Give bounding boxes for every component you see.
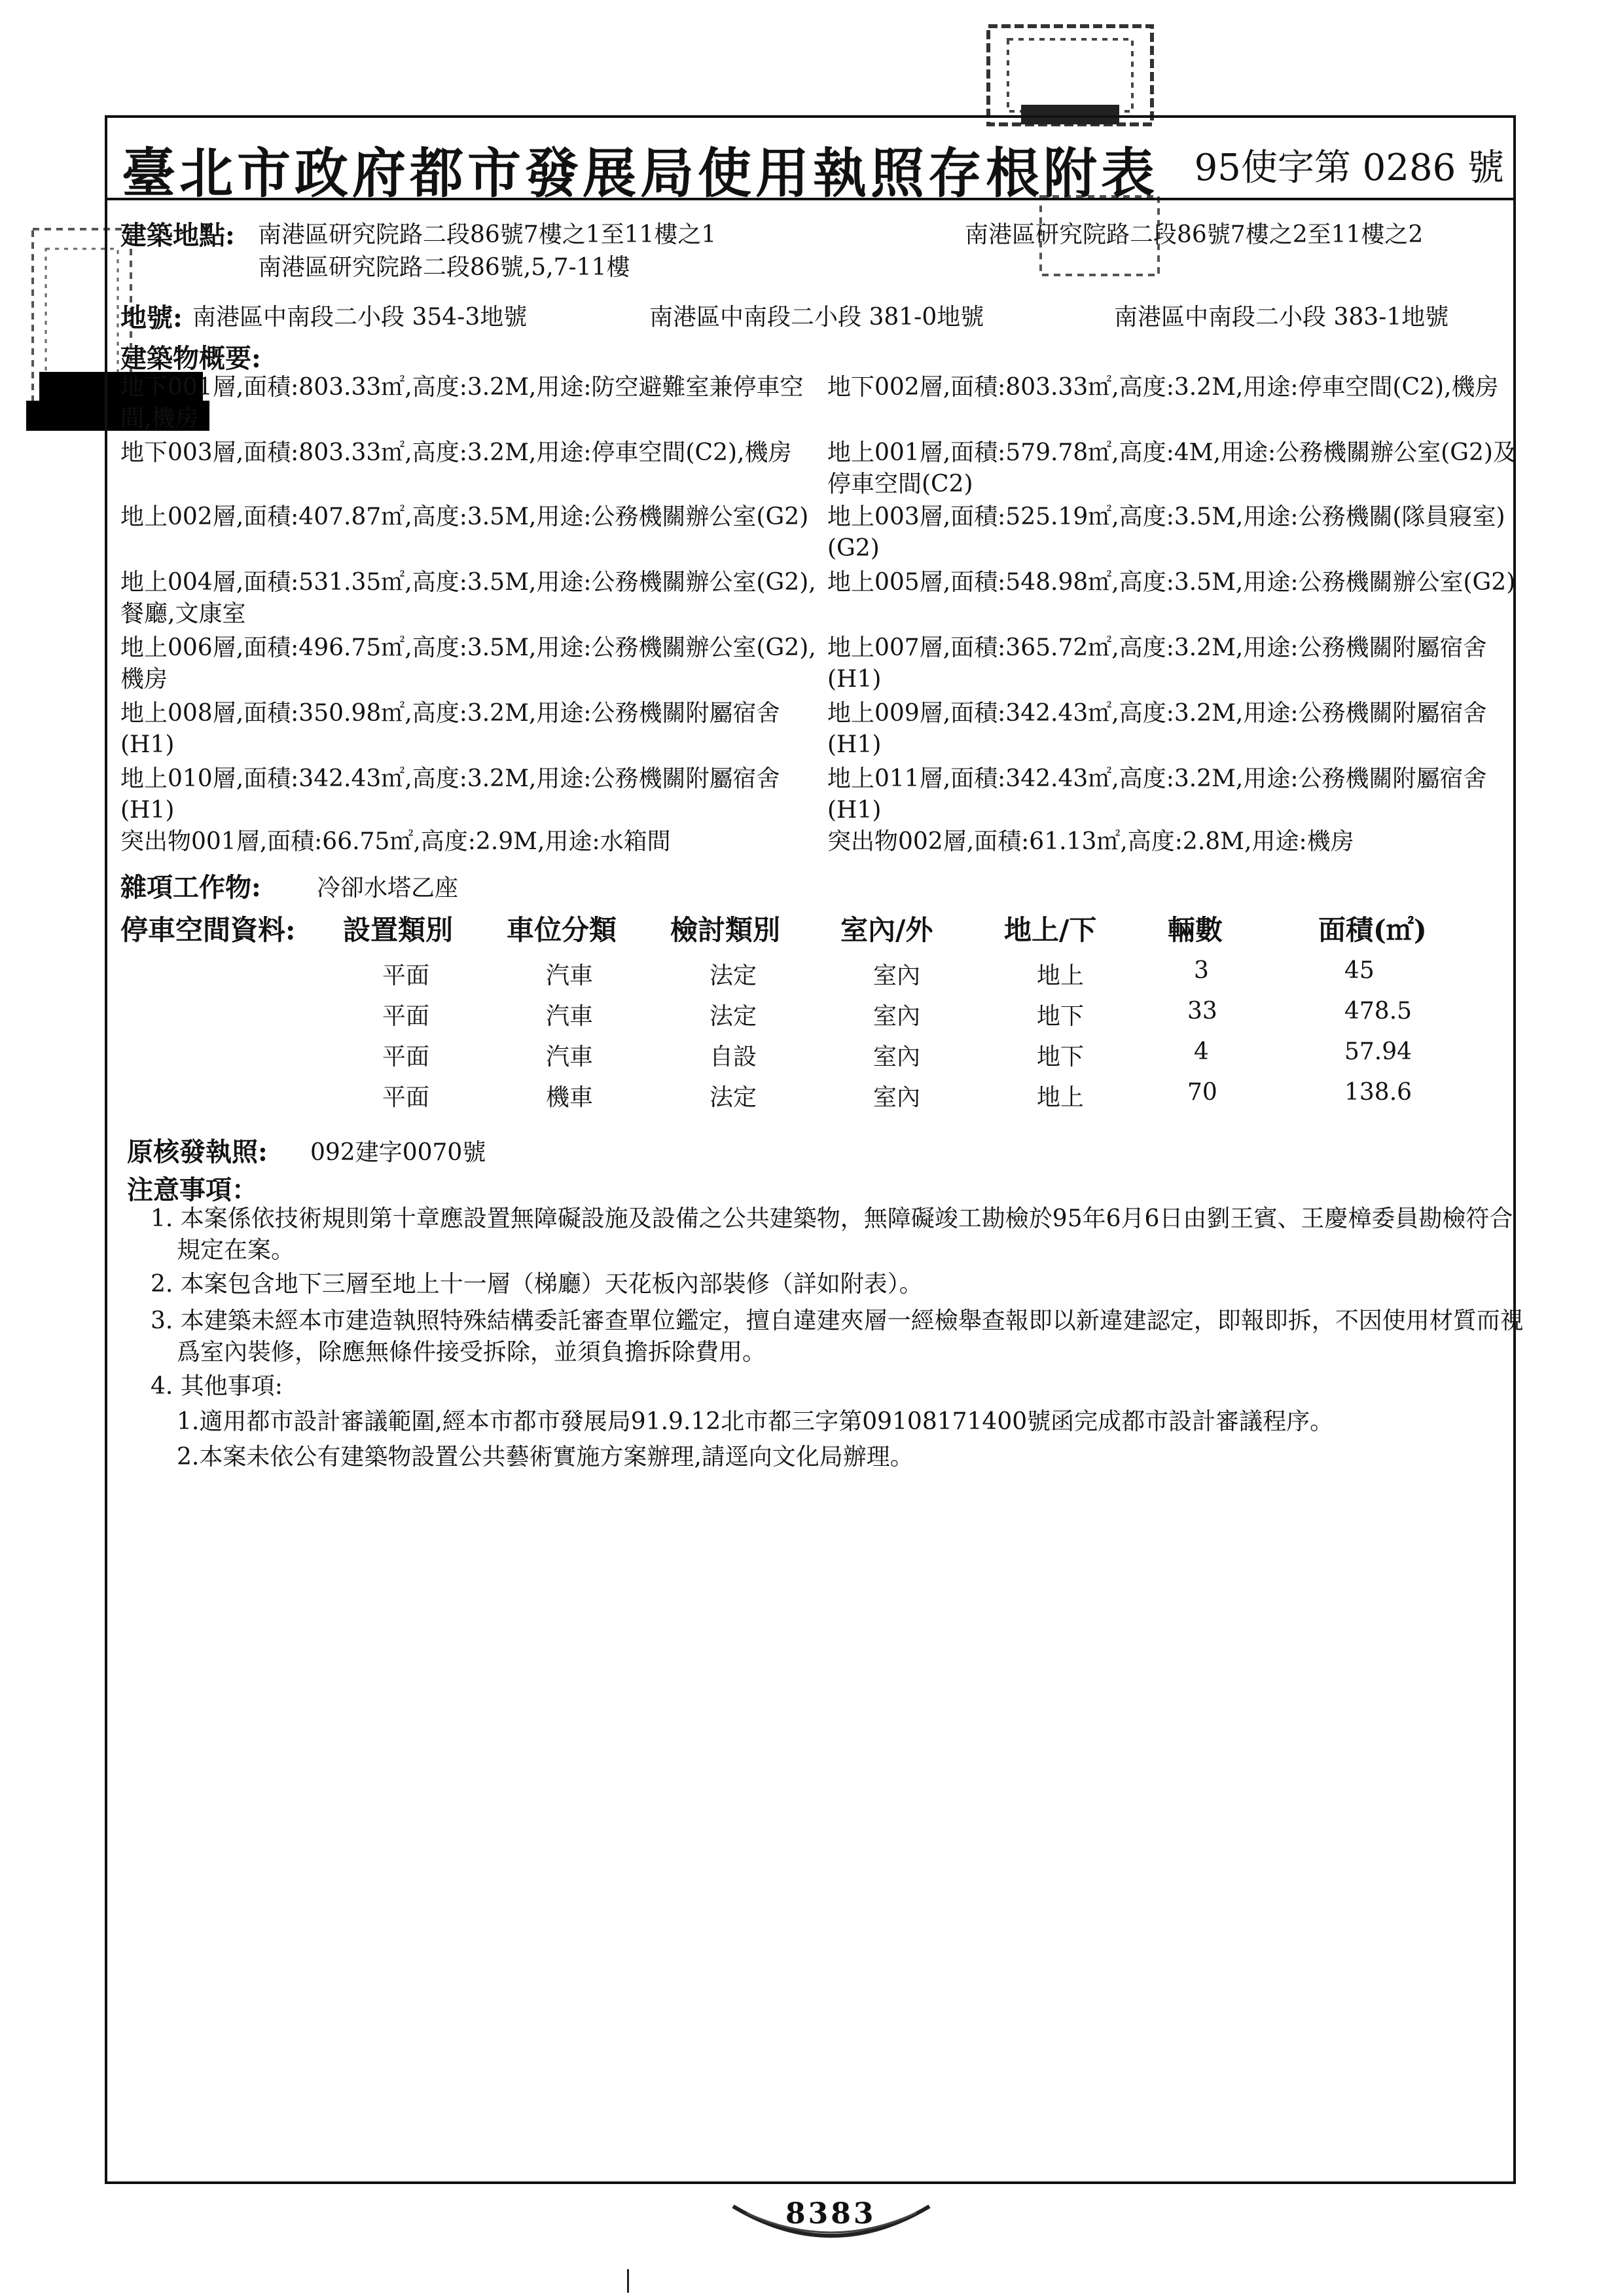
parking-cell: 室內 — [873, 1044, 921, 1070]
parking-cell: 平面 — [382, 962, 430, 989]
lot-label: 地號: — [120, 302, 183, 333]
parking-cell: 平面 — [382, 1084, 430, 1111]
parking-cell: 地上 — [1037, 962, 1085, 989]
floor-entry: 地上005層,面積:548.98㎡,高度:3.5M,用途:公務機關辦公室(G2) — [827, 569, 1516, 596]
floor-entry: 突出物002層,面積:61.13㎡,高度:2.8M,用途:機房 — [827, 828, 1354, 855]
note-item: 1. 本案係依技術規則第十章應設置無障礙設施及設備之公共建築物，無障礙竣工勘檢於95年6月6日由劉王賓、王慶樟委員勘檢符合規定在案。 — [151, 1205, 1513, 1264]
building-label: 建築物概要: — [120, 343, 261, 374]
title-row — [107, 118, 1513, 205]
misc-label: 雜項工作物: — [120, 872, 261, 903]
parking-label: 停車空間資料: — [120, 914, 296, 946]
parking-header: 地上/下 — [1004, 914, 1097, 946]
address-label: 建築地點: — [120, 220, 235, 251]
page-title: 臺北市政府都市發展局使用執照存根附表 — [122, 142, 1159, 205]
parking-cell: 地下 — [1037, 1003, 1085, 1030]
parking-cell: 4 — [1194, 1038, 1209, 1065]
parking-header: 室內/外 — [840, 914, 933, 946]
note-item: 4. 其他事項: — [151, 1373, 283, 1400]
floor-entry: 地上009層,面積:342.43㎡,高度:3.2M,用途:公務機關附屬宿舍(H1) — [827, 700, 1487, 758]
floor-entry: 地上004層,面積:531.35㎡,高度:3.5M,用途:公務機關辦公室(G2),餐廳,文康室 — [120, 569, 816, 627]
floor-entry: 地上008層,面積:350.98㎡,高度:3.2M,用途:公務機關附屬宿舍(H1) — [120, 700, 780, 758]
page-mark: 8383 — [785, 2197, 876, 2231]
address-line-1a: 南港區研究院路二段86號7樓之1至11樓之1 — [258, 221, 717, 248]
parking-cell: 33 — [1187, 998, 1217, 1025]
parking-cell: 法定 — [710, 1084, 757, 1111]
parking-cell: 自設 — [710, 1044, 757, 1070]
address-line-1b: 南港區研究院路二段86號7樓之2至11樓之2 — [965, 221, 1424, 248]
lot-item: 南港區中南段二小段 383-1地號 — [1114, 304, 1449, 331]
parking-cell: 室內 — [873, 1084, 921, 1111]
parking-cell: 平面 — [382, 1044, 430, 1070]
bottom-tick-mark — [627, 2269, 629, 2293]
parking-cell: 汽車 — [546, 1003, 594, 1030]
parking-cell: 平面 — [382, 1003, 430, 1030]
parking-cell: 45 — [1344, 957, 1375, 984]
floor-entry: 地下003層,面積:803.33㎡,高度:3.2M,用途:停車空間(C2),機房 — [120, 439, 792, 466]
parking-header: 檢討類別 — [670, 914, 781, 946]
floor-entry: 地上011層,面積:342.43㎡,高度:3.2M,用途:公務機關附屬宿舍(H1) — [827, 765, 1487, 824]
parking-cell: 汽車 — [546, 962, 594, 989]
notes-label: 注意事項： — [127, 1175, 258, 1205]
parking-cell: 地下 — [1037, 1044, 1085, 1070]
floor-entry: 地下002層,面積:803.33㎡,高度:3.2M,用途:停車空間(C2),機房 — [827, 374, 1499, 401]
floor-entry: 地下001層,面積:803.33㎡,高度:3.2M,用途:防空避難室兼停車空間,機房 — [120, 374, 804, 432]
parking-cell: 法定 — [710, 962, 757, 989]
lot-item: 南港區中南段二小段 354-3地號 — [192, 304, 528, 331]
floor-entry: 地上001層,面積:579.78㎡,高度:4M,用途:公務機關辦公室(G2)及停車空間(C2) — [827, 439, 1517, 498]
note-sub-item: 1.適用都市設計審議範圍,經本市都市發展局91.9.12北市都三字第09108171400號函完成都市設計審議程序。 — [177, 1408, 1334, 1435]
parking-header: 設置類別 — [343, 914, 454, 946]
note-sub-item: 2.本案未依公有建築物設置公共藝術實施方案辦理,請逕向文化局辦理。 — [177, 1444, 914, 1470]
misc-value: 冷卻水塔乙座 — [317, 875, 459, 902]
seal-stamp-top-icon — [982, 20, 1159, 131]
floor-entry: 地上007層,面積:365.72㎡,高度:3.2M,用途:公務機關附屬宿舍(H1) — [827, 634, 1487, 693]
parking-header: 輛數 — [1168, 914, 1223, 946]
parking-cell: 478.5 — [1344, 998, 1412, 1025]
original-permit-value: 092建字0070號 — [310, 1139, 486, 1166]
parking-cell: 汽車 — [546, 1044, 594, 1070]
lot-item: 南港區中南段二小段 381-0地號 — [649, 304, 984, 331]
floor-entry: 地上003層,面積:525.19㎡,高度:3.5M,用途:公務機關(隊員寢室)(G2) — [827, 503, 1505, 562]
address-line-2: 南港區研究院路二段86號,5,7-11樓 — [258, 254, 630, 281]
parking-cell: 3 — [1194, 957, 1209, 984]
permit-number: 95使字第 0286 號 — [1194, 147, 1504, 189]
parking-cell: 57.94 — [1344, 1038, 1412, 1065]
note-item: 2. 本案包含地下三層至地上十一層（梯廳）天花板內部裝修（詳如附表）。 — [151, 1271, 923, 1298]
parking-cell: 法定 — [710, 1003, 757, 1030]
note-item: 3. 本建築未經本市建造執照特殊結構委託審查單位鑑定，擅自違建夾層一經檢舉查報即以新違建認定，即報即拆，不因使用材質而視爲室內裝修，除應無條件接受拆除，並須負擔拆除費用。 — [151, 1307, 1524, 1366]
parking-cell: 138.6 — [1344, 1079, 1412, 1106]
parking-cell: 地上 — [1037, 1084, 1085, 1111]
floor-entry: 地上010層,面積:342.43㎡,高度:3.2M,用途:公務機關附屬宿舍(H1) — [120, 765, 780, 824]
parking-cell: 70 — [1187, 1079, 1217, 1106]
parking-header: 車位分類 — [507, 914, 617, 946]
parking-cell: 室內 — [873, 1003, 921, 1030]
floor-entry: 地上006層,面積:496.75㎡,高度:3.5M,用途:公務機關辦公室(G2),機房 — [120, 634, 816, 693]
floor-entry: 突出物001層,面積:66.75㎡,高度:2.9M,用途:水箱間 — [120, 828, 671, 855]
floor-entry: 地上002層,面積:407.87㎡,高度:3.5M,用途:公務機關辦公室(G2) — [120, 503, 809, 530]
parking-cell: 機車 — [546, 1084, 594, 1111]
parking-header: 面積(㎡) — [1318, 914, 1427, 946]
parking-cell: 室內 — [873, 962, 921, 989]
form-sheet — [105, 115, 1524, 2184]
original-permit-label: 原核發執照: — [127, 1137, 268, 1167]
